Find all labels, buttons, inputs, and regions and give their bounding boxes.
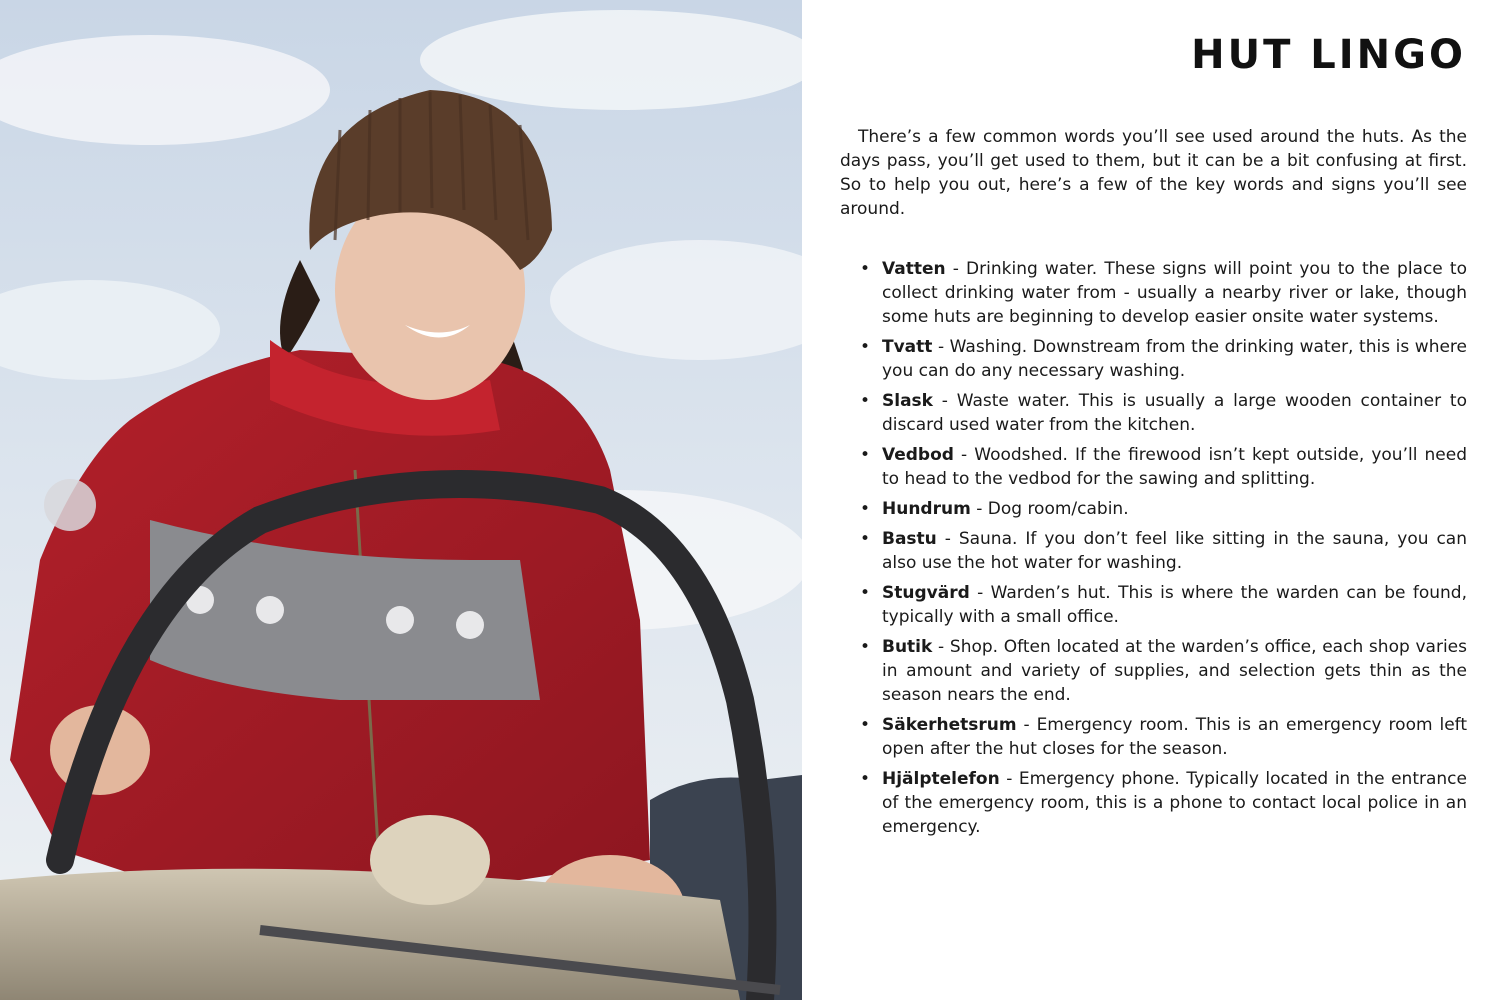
glossary-term: Hundrum (882, 499, 971, 519)
glossary-definition: - Washing. Downstream from the drinking water, this is where you can do any necessary washing. (882, 337, 1467, 381)
page-title: HUT LINGO (1191, 32, 1466, 78)
glossary-definition: - Drinking water. These signs will point you to the place to collect drinking water from - usually a nearby river or lake, though some huts are beginning to develop easier onsite water systems. (882, 259, 1467, 327)
glossary-list (840, 257, 1467, 845)
glossary-definition: - Warden’s hut. This is where the warden can be found, typically with a small office. (882, 583, 1467, 627)
glossary-term: Vedbod (882, 445, 954, 465)
glossary-definition: - Dog room/cabin. (970, 499, 1129, 519)
glossary-definition: - Sauna. If you don’t feel like sitting in the sauna, you can also use the hot water for washing. (882, 529, 1467, 573)
glossary-item-tvatt (840, 335, 1467, 383)
glossary-definition: - Waste water. This is usually a large wooden container to discard used water from the kitchen. (882, 391, 1467, 435)
glossary-term: Säkerhetsrum (882, 715, 1017, 735)
glossary-term: Tvatt (882, 337, 933, 357)
glossary-definition: - Emergency room. This is an emergency room left open after the hut closes for the season. (882, 715, 1467, 759)
text-panel (802, 0, 1500, 1000)
glossary-item-bastu (840, 527, 1467, 575)
glossary-term: Butik (882, 637, 933, 657)
glossary-term: Stugvärd (882, 583, 970, 603)
bullet-icon: • (860, 769, 871, 789)
glossary-term: Bastu (882, 529, 937, 549)
glossary-term: Hjälptelefon (882, 769, 1000, 789)
bullet-icon: • (860, 529, 871, 549)
bullet-icon: • (860, 499, 871, 519)
glossary-definition: - Woodshed. If the firewood isn’t kept outside, you’ll need to head to the vedbod for the sawing and splitting. (882, 445, 1467, 489)
glossary-definition: - Shop. Often located at the warden’s office, each shop varies in amount and variety of supplies, and selection gets thin as the season nears the end. (882, 637, 1467, 705)
glossary-item-hjalptelefon (840, 767, 1467, 839)
bullet-icon: • (860, 391, 871, 411)
bullet-icon: • (860, 715, 871, 735)
glossary-item-sakerhetsrum (840, 713, 1467, 761)
glossary-item-slask (840, 389, 1467, 437)
glossary-term: Vatten (882, 259, 946, 279)
glossary-item-stugvard (840, 581, 1467, 629)
glossary-item-vatten (840, 257, 1467, 329)
bullet-icon: • (860, 583, 871, 603)
glossary-definition: - Emergency phone. Typically located in the entrance of the emergency room, this is a phone to contact local police in an emergency. (882, 769, 1467, 837)
glossary-item-hundrum (840, 497, 1467, 521)
glossary-item-vedbod (840, 443, 1467, 491)
glossary-item-butik (840, 635, 1467, 707)
intro-paragraph: There’s a few common words you’ll see used around the huts. As the days pass, you’ll get used to them, but it can be a bit confusing at first. So to help you out, here’s a few of the key words and signs you’ll see around. (840, 127, 1467, 219)
bullet-icon: • (860, 445, 871, 465)
bullet-icon: • (860, 337, 871, 357)
bullet-icon: • (860, 259, 871, 279)
glossary-term: Slask (882, 391, 933, 411)
bullet-icon: • (860, 637, 871, 657)
